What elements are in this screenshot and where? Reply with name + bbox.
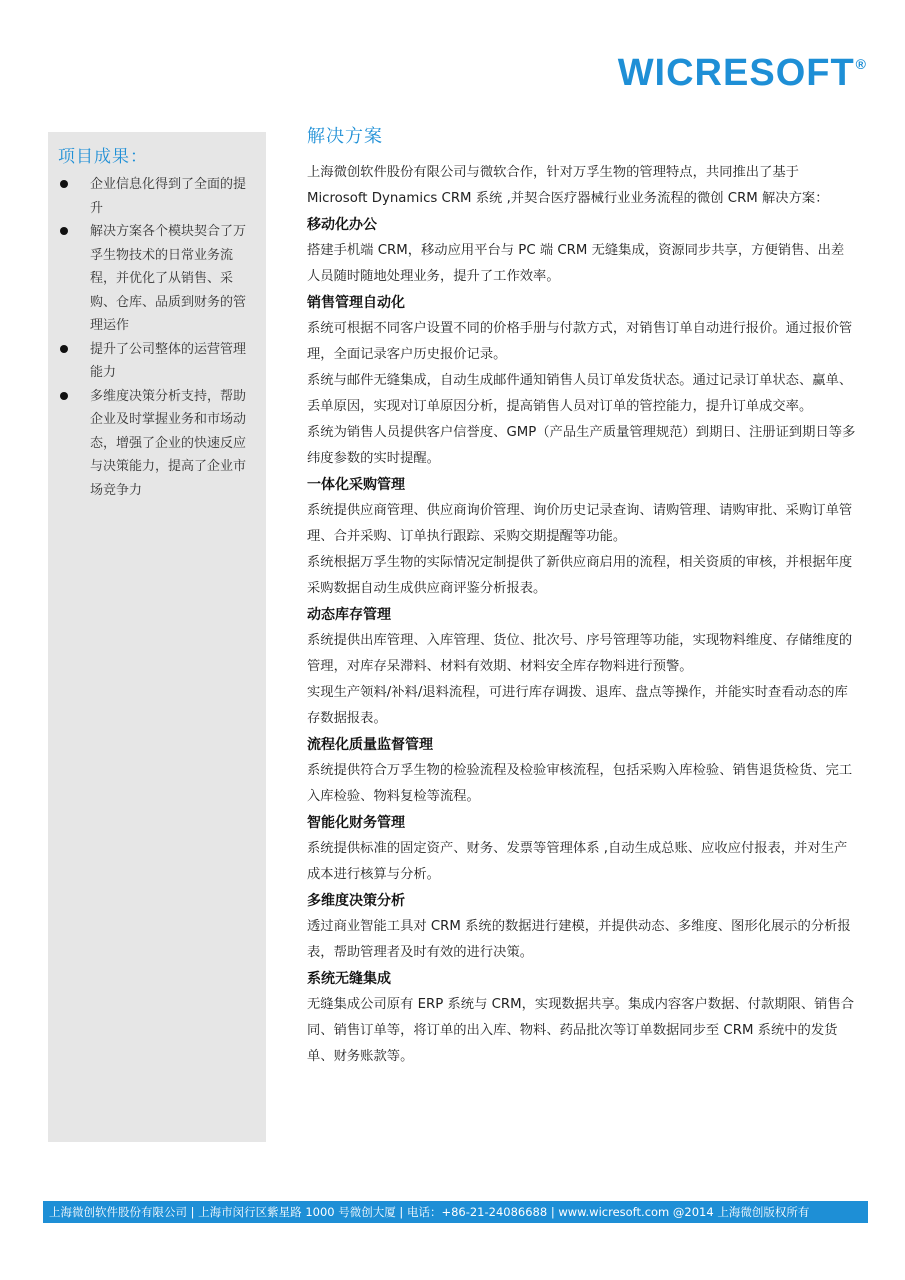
section-heading: 多维度决策分析: [307, 893, 405, 909]
result-item: [58, 385, 256, 503]
sidebar-title: 项目成果：: [58, 147, 148, 167]
section-heading: 智能化财务管理: [307, 815, 405, 831]
section-paragraph: 无缝集成公司原有 ERP 系统与 CRM，实现数据共享。集成内容客户数据、付款期限、销售合同、销售订单等，将订单的出入库、物料、药品批次等订单数据同步至 CRM 系统中的发货单、财务账款等。: [307, 997, 855, 1064]
result-item: [58, 173, 256, 220]
result-item-text: 解决方案各个模块契合了万孚生物技术的日常业务流程，并优化了从销售、采购、仓库、品质到财务的管理运作: [90, 224, 247, 333]
section-heading: 一体化采购管理: [307, 477, 405, 493]
solution-sections: [307, 212, 857, 1070]
section-paragraph: 透过商业智能工具对 CRM 系统的数据进行建模，并提供动态、多维度、图形化展示的分析报表，帮助管理者及时有效的进行决策。: [307, 919, 851, 960]
result-item-text: 提升了公司整体的运营管理能力: [90, 341, 247, 380]
section-paragraph: 系统可根据不同客户设置不同的价格手册与付款方式，对销售订单自动进行报价。通过报价管理，全面记录客户历史报价记录。: [307, 321, 853, 362]
results-sidebar: [48, 132, 266, 1142]
result-item-text: 企业信息化得到了全面的提升: [90, 177, 247, 216]
section-heading: 动态库存管理: [307, 607, 391, 623]
section-heading: 移动化办公: [307, 217, 377, 233]
section-paragraph: 实现生产领料/补料/退料流程，可进行库存调拨、退库、盘点等操作，并能实时查看动态的库存数据报表。: [307, 685, 848, 726]
bullet-icon: [60, 227, 68, 235]
footer-text: 上海微创软件股份有限公司 | 上海市闵行区紫星路 1000 号微创大厦 | 电话：+86-21-24086688 | www.wicresoft.com @2014 上海微创版权所有: [49, 1205, 810, 1219]
solution-title: 解决方案: [307, 126, 383, 147]
footer-bar: [43, 1201, 868, 1223]
results-list: [58, 173, 256, 502]
bullet-icon: [60, 345, 68, 353]
section-paragraph: 系统提供符合万孚生物的检验流程及检验审核流程，包括采购入库检验、销售退货检货、完工入库检验、物料复检等流程。: [307, 763, 853, 804]
result-item-text: 多维度决策分析支持，帮助企业及时掌握业务和市场动态，增强了企业的快速反应与决策能力，提高了企业市场竞争力: [90, 388, 247, 498]
section-paragraph: 系统提供应商管理、供应商询价管理、询价历史记录查询、请购管理、请购审批、采购订单管理、合并采购、订单执行跟踪、采购交期提醒等功能。: [307, 503, 853, 544]
solution-content: [307, 122, 857, 1070]
section-paragraph: 系统根据万孚生物的实际情况定制提供了新供应商启用的流程，相关资质的审核，并根据年度采购数据自动生成供应商评鉴分析报表。: [307, 555, 853, 596]
section-heading: 流程化质量监督管理: [307, 737, 433, 753]
result-item: [58, 338, 256, 385]
section-heading: 销售管理自动化: [307, 295, 405, 311]
section-paragraph: 系统提供标准的固定资产、财务、发票等管理体系 ,自动生成总账、应收应付报表，并对生产成本进行核算与分析。: [307, 841, 848, 882]
section-paragraph: 系统为销售人员提供客户信誉度、GMP（产品生产质量管理规范）到期日、注册证到期日等多纬度参数的实时提醒。: [307, 425, 856, 466]
wicresoft-logo: WICRESOFT®: [617, 52, 867, 94]
section-paragraph: 系统与邮件无缝集成，自动生成邮件通知销售人员订单发货状态。通过记录订单状态、赢单、丢单原因，实现对订单原因分析，提高销售人员对订单的管控能力，提升订单成交率。: [307, 373, 853, 414]
bullet-icon: [60, 180, 68, 188]
section-paragraph: 系统提供出库管理、入库管理、货位、批次号、序号管理等功能，实现物料维度、存储维度的管理，对库存呆滞料、材料有效期、材料安全库存物料进行预警。: [307, 633, 853, 674]
section-paragraph: 搭建手机端 CRM，移动应用平台与 PC 端 CRM 无缝集成，资源同步共享，方便销售、出差人员随时随地处理业务，提升了工作效率。: [307, 243, 845, 284]
section-heading: 系统无缝集成: [307, 971, 391, 987]
bullet-icon: [60, 392, 68, 400]
intro-paragraph: 上海微创软件股份有限公司与微软合作，针对万孚生物的管理特点，共同推出了基于 Microsoft Dynamics CRM 系统 ,并契合医疗器械行业业务流程的微创 CRM 解决方案：: [307, 165, 829, 206]
result-item: [58, 220, 256, 338]
